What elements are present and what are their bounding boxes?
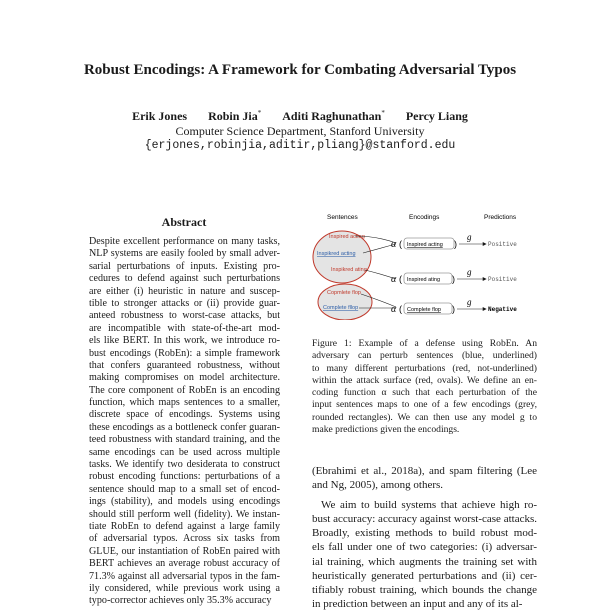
prediction-positive: Positive: [488, 241, 517, 248]
text-line: tiate RobEn to defend against a large family: [89, 520, 280, 532]
text-line: to many different perturbations (red, not-underlined): [312, 362, 537, 374]
alpha-symbol: α: [391, 304, 397, 315]
text-line: robust encoding functions: perturbations of a: [89, 471, 280, 483]
text-line: sarial perturbations of inputs. Existing pro-: [89, 260, 280, 272]
encoding-label: Inspired ating: [407, 277, 441, 283]
figure-1: [307, 210, 537, 320]
text-line: cedures to defend against such perturbations: [89, 273, 280, 285]
author-1: Erik Jones: [132, 109, 188, 123]
alpha-symbol: α: [391, 239, 397, 250]
text-line: function, which maps sentences to a smaller,: [89, 397, 280, 409]
text-line: should still perform well (fidelity). We instan-: [89, 508, 280, 520]
text-line: Broadly, existing methods to build robust mod-: [312, 527, 537, 540]
text-line: typo-corrector achieves only 35.3% accuracy: [89, 595, 272, 607]
text-line: are incompatible with state-of-the-art mod-: [89, 322, 280, 334]
perturbed-sentence: Inspired acting: [329, 234, 365, 240]
alpha-symbol: α: [391, 274, 397, 285]
paren-right: ): [452, 274, 455, 284]
text-line: BERT achieves an average robust accuracy of: [89, 558, 280, 570]
author-3: Aditi Raghunathan*: [282, 109, 385, 123]
text-line: Figure 1: Example of a defense using RobEn. An: [312, 338, 537, 349]
paren-left: (: [399, 239, 402, 249]
text-line: tible to stronger attacks or (ii) provide guar-: [89, 297, 280, 309]
text-line: adversary can perturb sentences (blue, underlined): [312, 350, 537, 362]
original-sentence: Inspikred acting: [317, 251, 356, 257]
robust-encoding-diagram: [307, 210, 537, 320]
text-line: discrete space of encodings. Systems using: [89, 409, 280, 421]
abstract-heading: Abstract: [161, 215, 207, 229]
text-line: ings (stability), and models using encodings: [89, 496, 280, 508]
text-line: sentence should map to a small set of encod-: [89, 483, 280, 495]
author-2: Robin Jia*: [208, 109, 262, 123]
paper-title: Robust Encodings: A Framework for Combating Adversarial Typos: [83, 62, 517, 78]
paren-left: (: [399, 274, 402, 284]
encoding-label: Complete flop: [407, 307, 441, 313]
author-list: [0, 109, 600, 124]
text-line: ial training, which augments the training set with: [312, 555, 537, 568]
text-line: tifiably robust training, which bounds the change: [312, 583, 537, 596]
text-line: We aim to build systems that achieve high ro-: [321, 499, 537, 512]
text-line: NLP systems are easily fooled by small adver-: [89, 248, 280, 260]
text-line: bust accuracy: accuracy against worst-case attacks.: [312, 513, 537, 526]
encoding-label: Inspired acting: [407, 242, 443, 248]
text-line: are either (i) heuristic in nature and suscep-: [89, 285, 280, 297]
text-line: within the attack surface (red, ovals). We define an en-: [312, 374, 537, 386]
figure-caption: [312, 338, 537, 436]
text-line: (Ebrahimi et al., 2018a), and spam filtering (Lee: [312, 465, 537, 477]
perturbed-sentence: Inspikred ating: [331, 267, 367, 273]
arrowhead: [483, 308, 486, 311]
arrowhead: [483, 278, 486, 281]
header-encodings: Encodings: [409, 214, 440, 221]
header-predictions: Predictions: [484, 214, 517, 221]
paren-right: ): [452, 304, 455, 314]
perturbed-sentence: Copmlete flop: [327, 290, 361, 296]
text-line: teed robustness with standard training, and the: [89, 434, 280, 446]
original-sentence: Complete fllop: [323, 305, 359, 311]
model-g-symbol: g: [467, 297, 472, 307]
text-line: in prediction between an input and any of its al-: [312, 597, 523, 610]
text-line: Despite excellent performance on many tasks,: [89, 236, 280, 247]
text-line: these encodings as a bottleneck confer guaran-: [89, 421, 280, 433]
header-sentences: Sentences: [327, 214, 358, 221]
text-line: input sentences maps to one of a few encodings (grey,: [312, 399, 537, 411]
text-line: tasks. We identify two desiderata to construct: [89, 459, 280, 471]
prediction-negative: Negative: [488, 306, 517, 313]
paren-left: (: [399, 304, 402, 314]
text-line: ily considered, while previous work using a: [89, 582, 280, 594]
text-line: els fall under one of two categories: (i) adversar-: [312, 541, 537, 554]
text-line: coding function α such that each perturbation of the: [312, 387, 537, 399]
author-4: Percy Liang: [405, 109, 468, 123]
arrowhead: [483, 243, 486, 246]
text-line: making compromises on model architecture.: [89, 372, 280, 384]
model-g-symbol: g: [467, 232, 472, 242]
text-line: els like BERT. In this work, we introduce ro-: [89, 335, 280, 347]
text-line: heuristically generated perturbations and (ii) cer-: [312, 569, 537, 582]
text-line: and Ng, 2005), among others.: [312, 479, 444, 492]
author-emails: {erjones,robinjia,aditir,pliang}@stanford.edu: [144, 139, 456, 152]
text-line: rounded rectangles). We can then use any model g to: [312, 411, 537, 423]
text-line: 71.3% against all adversarial typos in the fam-: [89, 570, 280, 582]
text-line: The core component of RobEn is an encoding: [89, 384, 280, 396]
text-line: GLUE, our instantiation of RobEn paired with: [89, 545, 280, 557]
prediction-positive: Positive: [488, 276, 517, 283]
body-text: [312, 464, 537, 611]
text-line: anteed robustness to worst-case attacks, but: [89, 310, 280, 322]
affiliation: Computer Science Department, Stanford University: [175, 124, 425, 138]
abstract-text: [89, 236, 280, 608]
text-line: same encodings can be used across multiple: [89, 446, 280, 458]
text-line: make predictions given the encodings.: [312, 424, 460, 436]
text-line: bust encodings (RobEn): a simple framework: [89, 347, 280, 359]
text-line: that confers guaranteed robustness, without: [89, 359, 280, 371]
model-g-symbol: g: [467, 267, 472, 277]
text-line: of adversarial typos. Across six tasks from: [89, 533, 280, 545]
paren-right: ): [454, 239, 457, 249]
